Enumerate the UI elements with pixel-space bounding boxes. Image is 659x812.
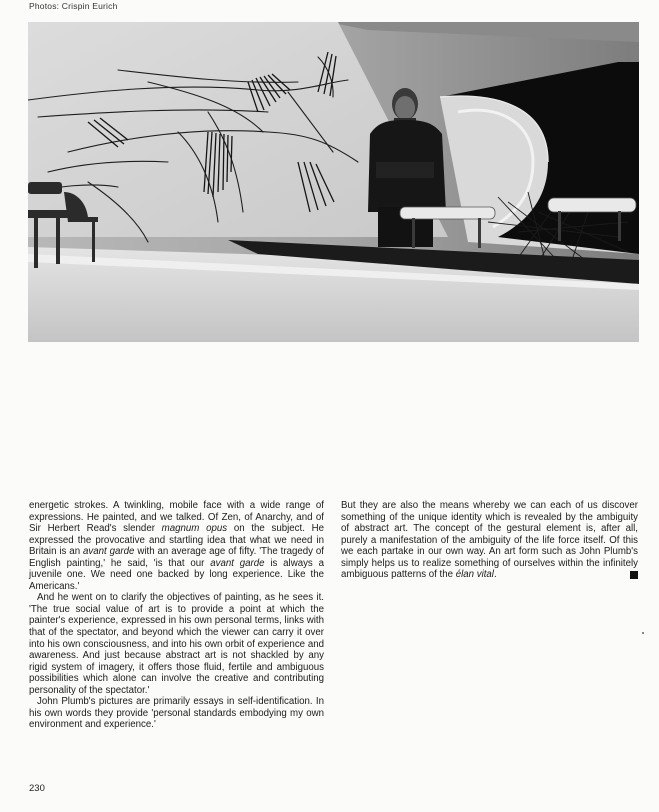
text-run: But they are also the means whereby we can each of us discover something of the unique identity which is revealed by the ambiguity of abstract art. The concept of the gestural element is, after all, purely a manifestation of the ambiguity of the life force itself. Of this we each partake in our own way. An art form such as John Plumb's simply helps us to realize something of ourselves within the infinitely ambiguous patterns of the [341,500,638,581]
paragraph: And he went on to clarify the objectives of painting, as he sees it. 'The true social value of art is to provide a point at which the painter's experience, expressed in his own personal terms, links with that of the spectator, and beyond which the viewer can carry it over into his own consciousness, and into his own orbit of experience and awareness. And just because abstract art is not shackled by any rigid system of imagery, it offers those fluid, fertile and ambiguous possibilities which alone can involve the creative and contributing personality of the spectator.' [29,592,324,696]
italic-text: avant garde [210,557,265,569]
studio-photograph [28,22,639,342]
left-text-column [29,500,324,731]
paragraph [341,500,638,581]
text-run: . [493,569,497,581]
italic-text: élan vital [455,569,494,581]
end-of-article-mark [630,571,638,579]
page-number: 230 [29,783,45,794]
right-text-column [341,500,638,581]
text-run: is always a juvenile one. We need one backed by long experience. Like the Americans.' [29,557,324,592]
paragraph [29,500,324,592]
text-run: on the subject. He expressed the provocative and startling idea that what we need in Britain is an [29,523,324,558]
paragraph: John Plumb's pictures are primarily essays in self-identification. In his own words they provide 'personal standards embodying my own environment and experience.' [29,696,324,731]
text-run: energetic strokes. A twinkling, mobile face with a wide range of expressions. He painted, and we talked. Of Zen, of Anarchy, and of Sir Herbert Read's slender [29,500,324,535]
italic-text: avant garde [83,546,135,558]
print-speck [642,632,644,634]
photo-credit: Photos: Crispin Eurich [29,1,118,11]
italic-text: magnum opus [161,523,228,535]
text-run: with an average age of fifty. 'The tragedy of English painting,' he said, 'is that our [29,546,324,569]
